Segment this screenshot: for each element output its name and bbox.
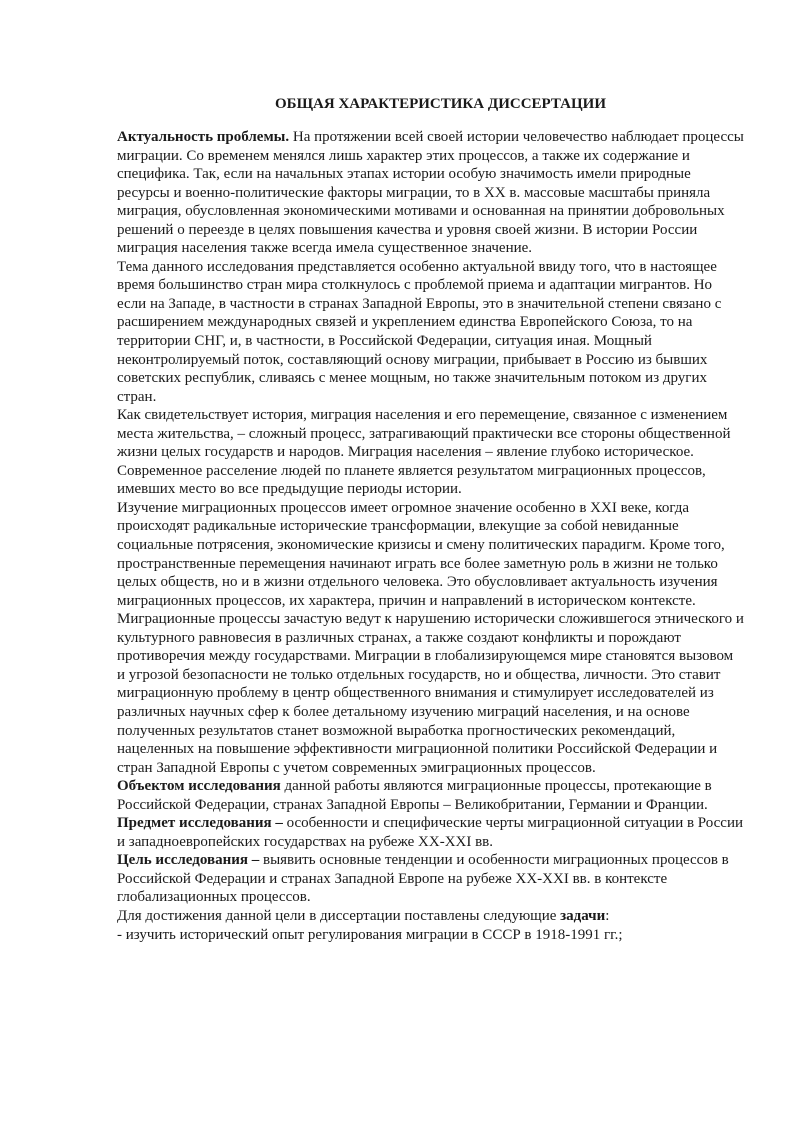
paragraph-subject: [117, 814, 744, 851]
paragraph-lead: Цель исследования –: [117, 852, 260, 869]
paragraph-lead: Актуальность проблемы.: [117, 129, 290, 145]
paragraph-text: Для достижения данной цели в диссертации поставлены следующие: [117, 907, 561, 924]
paragraph-lead: задачи: [560, 907, 606, 924]
paragraph-text: Изучение миграционных процессов имеет огромное значение особенно в XXI веке, когда происходят радикальные исторические трансформации, влекущие за собой невиданные социальные потрясения, экономические кризисы и смену политических парадигм. Кроме того, пространственные перемещения начинают играть все более заметную роль в жизни не только целых обществ, но и в жизни отдельного человека. Это обусловливает актуальность изучения миграционных процессов, их характера, причин и направлений в историческом контексте.: [117, 499, 725, 609]
paragraph-lead: Объектом исследования: [117, 778, 281, 795]
paragraph-object: [117, 777, 744, 814]
list-item-task: [117, 926, 744, 945]
paragraph-text: :: [605, 907, 610, 924]
paragraph-conflicts: [117, 610, 744, 777]
paragraph-text: особенности и специфические черты миграционной ситуации в России и западноевропейских государствах на рубеже XX-XXI вв.: [117, 815, 744, 850]
paragraph-text: Тема данного исследования представляется особенно актуальной ввиду того, что в настоящее время большинство стран мира столкнулось с проблемой приема и адаптации мигрантов. Но если на Западе, в частности в странах Западной Европы, это в значительной степени связано с расширением международных связей и укреплением единства Европейского Союза, то на территории СНГ, и, в частности, в Российской Федерации, ситуация иная. Мощный неконтролируемый поток, составляющий основу миграции, прибывает в Россию из бывших советских республик, сливаясь с менее мощным, но также значительным потоком из других стран.: [117, 258, 722, 405]
paragraph-text: данной работы являются миграционные процессы, протекающие в Российской Федерации, странах Западной Европы – Великобритании, Германии и Франции.: [117, 778, 712, 813]
paragraph-lead: Предмет исследования –: [117, 815, 283, 832]
paragraph-goal: [117, 851, 744, 907]
paragraph-study: [117, 499, 744, 610]
document-title: ОБЩАЯ ХАРАКТЕРИСТИКА ДИССЕРТАЦИИ: [275, 96, 606, 112]
paragraph-text: Как свидетельствует история, миграция населения и его перемещение, связанное с изменением места жительства, – сложный процесс, затрагивающий практически все стороны общественной жизни целых государств и народов. Миграция населения – явление глубоко историческое. Современное расселение людей по планете является результатом миграционных процессов, имевших место во все предыдущие периоды истории.: [117, 407, 731, 498]
paragraph-text: На протяжении всей своей истории человечество наблюдает процессы миграции. Со временем менялся лишь характер этих процессов, а также их содержание и специфика. Так, если на начальных этапах истории особую значимость имели природные ресурсы и военно-политические факторы миграции, то в XX в. массовые масштабы приняла миграция, обусловленная экономическими мотивами и основанная на принятии добровольных решений о переезде в целях повышения качества и уровня своей жизни. В истории России миграция населения также всегда имела существенное значение.: [117, 129, 744, 257]
paragraph-text: - изучить исторический опыт регулирования миграции в СССР в 1918-1991 гг.;: [117, 926, 623, 943]
document-body: [117, 128, 744, 944]
paragraph-text: Миграционные процессы зачастую ведут к нарушению исторически сложившегося этнического и культурного равновесия в различных странах, а также создают конфликты и порождают противоречия между государствами. Миграции в глобализирующемся мире становятся вызовом и угрозой безопасности не только отдельных государств, но и общества, личности. Это ставит миграционную проблему в центр общественного внимания и стимулирует исследователей из различных научных сфер к более детальному изучению миграций населения, и на основе полученных результатов станет возможной выработка прогностических рекомендаций, нацеленных на повышение эффективности миграционной политики Российской Федерации и стран Западной Европы с учетом современных эмиграционных процессов.: [117, 611, 744, 776]
paragraph-topic: [117, 258, 744, 406]
paragraph-text: выявить основные тенденции и особенности миграционных процессов в Российской Федерации и странах Западной Европе на рубеже XX-XXI вв. в контексте глобализационных процессов.: [117, 852, 729, 906]
paragraph-history: [117, 406, 744, 499]
paragraph-tasks-intro: [117, 907, 744, 926]
paragraph-relevance: [117, 128, 744, 258]
